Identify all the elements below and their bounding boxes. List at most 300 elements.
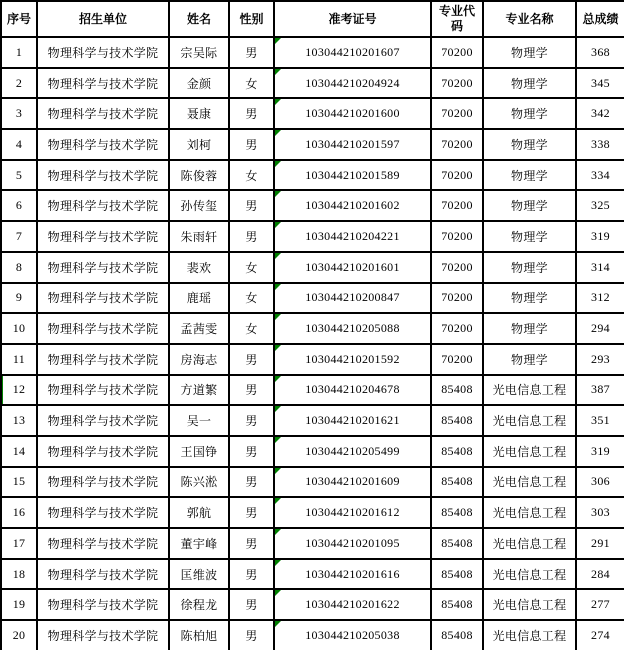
cell-major_name bbox=[483, 313, 576, 344]
cell-text: 103044210201601 bbox=[305, 259, 400, 274]
col-header-unit: 招生单位 bbox=[37, 1, 169, 37]
cell-text: 342 bbox=[591, 106, 610, 121]
text-format-indicator-icon bbox=[275, 376, 281, 382]
cell-major_code bbox=[431, 344, 483, 375]
cell-text: 男 bbox=[245, 444, 258, 459]
cell-ticket bbox=[274, 313, 431, 344]
cell-text: 103044210201622 bbox=[305, 597, 400, 612]
cell-major_name bbox=[483, 467, 576, 498]
col-header-index: 序号 bbox=[1, 1, 37, 37]
cell-index bbox=[1, 589, 37, 620]
cell-index bbox=[1, 436, 37, 467]
cell-major_code bbox=[431, 497, 483, 528]
cell-gender bbox=[229, 37, 274, 68]
cell-text: 女 bbox=[245, 260, 258, 275]
cell-text: 85408 bbox=[441, 566, 473, 581]
cell-text: 16 bbox=[12, 505, 26, 520]
cell-major_name bbox=[483, 375, 576, 406]
cell-text: 女 bbox=[245, 76, 258, 91]
cell-text: 光电信息工程 bbox=[492, 567, 567, 582]
cell-ticket bbox=[274, 467, 431, 498]
cell-major_name bbox=[483, 559, 576, 590]
cell-text: 男 bbox=[245, 598, 258, 613]
cell-text: 351 bbox=[591, 413, 610, 428]
cell-text: 光电信息工程 bbox=[492, 536, 567, 551]
table-row bbox=[1, 160, 624, 191]
cell-text: 294 bbox=[591, 321, 610, 336]
cell-major_code bbox=[431, 559, 483, 590]
cell-text: 4 bbox=[15, 136, 23, 151]
cell-name bbox=[169, 620, 229, 650]
cell-total_score bbox=[576, 559, 624, 590]
cell-major_code bbox=[431, 252, 483, 283]
cell-text: 物理学 bbox=[511, 352, 548, 367]
cell-text: 吴一 bbox=[186, 414, 212, 429]
cell-text: 85408 bbox=[441, 597, 473, 612]
cell-text: 103044210204924 bbox=[305, 75, 400, 90]
cell-index bbox=[1, 68, 37, 99]
cell-index bbox=[1, 620, 37, 650]
cell-text: 387 bbox=[591, 382, 610, 397]
cell-text: 70200 bbox=[441, 75, 473, 90]
table-row bbox=[1, 252, 624, 283]
table-row bbox=[1, 190, 624, 221]
cell-ticket bbox=[274, 283, 431, 314]
cell-text: 85408 bbox=[441, 474, 473, 489]
cell-text: 103044210201616 bbox=[305, 566, 400, 581]
cell-name bbox=[169, 559, 229, 590]
cell-text: 103044210201592 bbox=[305, 351, 400, 366]
cell-index bbox=[1, 283, 37, 314]
cell-text: 103044210201602 bbox=[305, 198, 400, 213]
cell-name bbox=[169, 405, 229, 436]
cell-text: 物理科学与技术学院 bbox=[47, 444, 159, 459]
cell-text: 334 bbox=[591, 167, 610, 182]
cell-total_score bbox=[576, 528, 624, 559]
cell-total_score bbox=[576, 129, 624, 160]
cell-text: 12 bbox=[12, 382, 26, 397]
table-row bbox=[1, 589, 624, 620]
cell-text: 宗吴际 bbox=[180, 45, 218, 60]
cell-major_code bbox=[431, 221, 483, 252]
cell-text: 70200 bbox=[441, 351, 473, 366]
cell-text: 郭航 bbox=[186, 506, 212, 521]
cell-text: 物理学 bbox=[511, 137, 548, 152]
cell-text: 物理科学与技术学院 bbox=[47, 291, 159, 306]
cell-text: 70200 bbox=[441, 198, 473, 213]
table-row bbox=[1, 129, 624, 160]
cell-gender bbox=[229, 313, 274, 344]
cell-major_code bbox=[431, 589, 483, 620]
text-format-indicator-icon bbox=[275, 529, 281, 535]
cell-text: 6 bbox=[15, 198, 23, 213]
cell-text: 光电信息工程 bbox=[492, 444, 567, 459]
cell-text: 物理学 bbox=[511, 107, 548, 122]
cell-major_code bbox=[431, 375, 483, 406]
cell-text: 男 bbox=[245, 567, 258, 582]
cell-major_code bbox=[431, 436, 483, 467]
cell-ticket bbox=[274, 129, 431, 160]
table-row bbox=[1, 405, 624, 436]
col-header-major_code: 专业代码 bbox=[431, 1, 483, 37]
cell-text: 303 bbox=[591, 505, 610, 520]
cell-text: 85408 bbox=[441, 535, 473, 550]
cell-unit bbox=[37, 190, 169, 221]
cell-text: 物理科学与技术学院 bbox=[47, 475, 159, 490]
cell-index bbox=[1, 129, 37, 160]
cell-name bbox=[169, 37, 229, 68]
cell-text: 7 bbox=[15, 228, 23, 243]
text-format-indicator-icon bbox=[275, 38, 281, 44]
cell-gender bbox=[229, 375, 274, 406]
cell-index bbox=[1, 37, 37, 68]
cell-ticket bbox=[274, 68, 431, 99]
table-row bbox=[1, 528, 624, 559]
cell-text: 85408 bbox=[441, 505, 473, 520]
cell-index bbox=[1, 344, 37, 375]
cell-text: 70200 bbox=[441, 167, 473, 182]
cell-text: 光电信息工程 bbox=[492, 383, 567, 398]
cell-text: 13 bbox=[12, 413, 26, 428]
cell-text: 刘柯 bbox=[186, 137, 212, 152]
cell-text: 男 bbox=[245, 45, 258, 60]
cell-text: 物理科学与技术学院 bbox=[47, 260, 159, 275]
cell-text: 光电信息工程 bbox=[492, 414, 567, 429]
cell-unit bbox=[37, 37, 169, 68]
cell-text: 物理学 bbox=[511, 45, 548, 60]
cell-text: 物理学 bbox=[511, 291, 548, 306]
cell-name bbox=[169, 252, 229, 283]
cell-text: 9 bbox=[15, 290, 23, 305]
cell-major_code bbox=[431, 313, 483, 344]
cell-text: 314 bbox=[591, 259, 610, 274]
cell-text: 103044210201612 bbox=[305, 505, 400, 520]
cell-unit bbox=[37, 252, 169, 283]
cell-gender bbox=[229, 589, 274, 620]
cell-text: 70200 bbox=[441, 136, 473, 151]
cell-name bbox=[169, 98, 229, 129]
cell-text: 物理学 bbox=[511, 322, 548, 337]
cell-name bbox=[169, 344, 229, 375]
cell-gender bbox=[229, 221, 274, 252]
cell-text: 光电信息工程 bbox=[492, 598, 567, 613]
cell-major_code bbox=[431, 467, 483, 498]
cell-text: 物理科学与技术学院 bbox=[47, 229, 159, 244]
table-row bbox=[1, 497, 624, 528]
cell-ticket bbox=[274, 344, 431, 375]
cell-text: 103044210205088 bbox=[305, 321, 400, 336]
cell-gender bbox=[229, 129, 274, 160]
cell-gender bbox=[229, 497, 274, 528]
cell-text: 孟茜雯 bbox=[180, 322, 218, 337]
cell-unit bbox=[37, 129, 169, 160]
table-row bbox=[1, 68, 624, 99]
table-header bbox=[1, 1, 624, 37]
table-row bbox=[1, 344, 624, 375]
cell-major_name bbox=[483, 528, 576, 559]
table-row bbox=[1, 559, 624, 590]
cell-ticket bbox=[274, 497, 431, 528]
cell-ticket bbox=[274, 375, 431, 406]
text-format-indicator-icon bbox=[275, 345, 281, 351]
cell-text: 103044210200847 bbox=[305, 290, 400, 305]
cell-text: 徐程龙 bbox=[180, 598, 218, 613]
cell-text: 物理科学与技术学院 bbox=[47, 76, 159, 91]
cell-index bbox=[1, 559, 37, 590]
cell-text: 3 bbox=[15, 106, 23, 121]
cell-text: 匡维波 bbox=[180, 567, 218, 582]
cell-major_name bbox=[483, 68, 576, 99]
cell-text: 319 bbox=[591, 228, 610, 243]
cell-total_score bbox=[576, 313, 624, 344]
table-row bbox=[1, 436, 624, 467]
cell-unit bbox=[37, 160, 169, 191]
cell-text: 368 bbox=[591, 44, 610, 59]
cell-text: 鹿瑶 bbox=[186, 291, 212, 306]
cell-text: 70200 bbox=[441, 321, 473, 336]
cell-index bbox=[1, 467, 37, 498]
cell-total_score bbox=[576, 37, 624, 68]
cell-index bbox=[1, 190, 37, 221]
cell-total_score bbox=[576, 436, 624, 467]
cell-gender bbox=[229, 344, 274, 375]
cell-text: 70200 bbox=[441, 44, 473, 59]
cell-name bbox=[169, 467, 229, 498]
cell-major_name bbox=[483, 405, 576, 436]
cell-text: 103044210201621 bbox=[305, 413, 400, 428]
cell-name bbox=[169, 436, 229, 467]
cell-text: 5 bbox=[15, 167, 23, 182]
cell-text: 物理学 bbox=[511, 260, 548, 275]
cell-name bbox=[169, 221, 229, 252]
cell-gender bbox=[229, 190, 274, 221]
cell-gender bbox=[229, 528, 274, 559]
cell-gender bbox=[229, 283, 274, 314]
cell-text: 董宇峰 bbox=[180, 536, 218, 551]
cell-text: 物理科学与技术学院 bbox=[47, 322, 159, 337]
cell-major_code bbox=[431, 528, 483, 559]
cell-text: 103044210205038 bbox=[305, 627, 400, 642]
cell-text: 17 bbox=[12, 535, 26, 550]
cell-text: 物理科学与技术学院 bbox=[47, 628, 159, 643]
cell-text: 319 bbox=[591, 443, 610, 458]
cell-unit bbox=[37, 589, 169, 620]
text-format-indicator-icon bbox=[275, 130, 281, 136]
cell-name bbox=[169, 190, 229, 221]
cell-text: 男 bbox=[245, 137, 258, 152]
cell-text: 103044210205499 bbox=[305, 443, 400, 458]
cell-text: 物理学 bbox=[511, 229, 548, 244]
cell-text: 房海志 bbox=[180, 352, 218, 367]
cell-total_score bbox=[576, 497, 624, 528]
cell-text: 8 bbox=[15, 259, 23, 274]
cell-text: 朱雨轩 bbox=[180, 229, 218, 244]
text-format-indicator-icon bbox=[275, 560, 281, 566]
cell-text: 聂康 bbox=[186, 107, 212, 122]
cell-text: 338 bbox=[591, 136, 610, 151]
cell-text: 陈俊蓉 bbox=[180, 168, 218, 183]
cell-major_name bbox=[483, 160, 576, 191]
cell-total_score bbox=[576, 375, 624, 406]
cell-major_code bbox=[431, 98, 483, 129]
cell-text: 裴欢 bbox=[186, 260, 212, 275]
cell-ticket bbox=[274, 37, 431, 68]
cell-index bbox=[1, 252, 37, 283]
cell-ticket bbox=[274, 98, 431, 129]
cell-text: 103044210201095 bbox=[305, 535, 400, 550]
cell-text: 10 bbox=[12, 321, 26, 336]
cell-total_score bbox=[576, 344, 624, 375]
cell-text: 物理科学与技术学院 bbox=[47, 137, 159, 152]
table-body bbox=[1, 37, 624, 650]
cell-total_score bbox=[576, 190, 624, 221]
cell-text: 11 bbox=[12, 351, 26, 366]
cell-text: 物理科学与技术学院 bbox=[47, 414, 159, 429]
cell-text: 物理科学与技术学院 bbox=[47, 567, 159, 582]
cell-total_score bbox=[576, 467, 624, 498]
cell-name bbox=[169, 129, 229, 160]
cell-text: 103044210204678 bbox=[305, 382, 400, 397]
cell-index bbox=[1, 497, 37, 528]
cell-text: 女 bbox=[245, 322, 258, 337]
cell-ticket bbox=[274, 252, 431, 283]
cell-text: 物理科学与技术学院 bbox=[47, 352, 159, 367]
table-row bbox=[1, 37, 624, 68]
cell-gender bbox=[229, 436, 274, 467]
cell-text: 物理科学与技术学院 bbox=[47, 45, 159, 60]
cell-text: 103044210201609 bbox=[305, 474, 400, 489]
text-format-indicator-icon bbox=[275, 437, 281, 443]
cell-text: 70200 bbox=[441, 290, 473, 305]
cell-gender bbox=[229, 252, 274, 283]
cell-name bbox=[169, 497, 229, 528]
cell-unit bbox=[37, 98, 169, 129]
cell-text: 70200 bbox=[441, 106, 473, 121]
cell-major_code bbox=[431, 190, 483, 221]
header-row bbox=[1, 1, 624, 37]
cell-text: 345 bbox=[591, 75, 610, 90]
cell-text: 103044210201589 bbox=[305, 167, 400, 182]
text-format-indicator-icon bbox=[275, 406, 281, 412]
cell-index bbox=[1, 405, 37, 436]
text-format-indicator-icon bbox=[275, 468, 281, 474]
cell-text: 15 bbox=[12, 474, 26, 489]
cell-text: 325 bbox=[591, 198, 610, 213]
col-header-ticket: 准考证号 bbox=[274, 1, 431, 37]
cell-total_score bbox=[576, 283, 624, 314]
cell-text: 物理科学与技术学院 bbox=[47, 383, 159, 398]
text-format-indicator-icon bbox=[275, 253, 281, 259]
cell-text: 2 bbox=[15, 75, 23, 90]
cell-unit bbox=[37, 68, 169, 99]
table-row bbox=[1, 313, 624, 344]
cell-text: 男 bbox=[245, 229, 258, 244]
cell-unit bbox=[37, 313, 169, 344]
cell-index bbox=[1, 528, 37, 559]
cell-text: 光电信息工程 bbox=[492, 506, 567, 521]
cell-major_code bbox=[431, 129, 483, 160]
cell-unit bbox=[37, 559, 169, 590]
cell-index bbox=[1, 160, 37, 191]
cell-gender bbox=[229, 98, 274, 129]
cell-unit bbox=[37, 405, 169, 436]
cell-text: 物理科学与技术学院 bbox=[47, 168, 159, 183]
cell-ticket bbox=[274, 405, 431, 436]
cell-major_name bbox=[483, 344, 576, 375]
cell-total_score bbox=[576, 68, 624, 99]
cell-text: 14 bbox=[12, 443, 26, 458]
cell-gender bbox=[229, 620, 274, 650]
table-row bbox=[1, 467, 624, 498]
col-header-name: 姓名 bbox=[169, 1, 229, 37]
cell-text: 物理学 bbox=[511, 76, 548, 91]
cell-text: 物理科学与技术学院 bbox=[47, 506, 159, 521]
cell-text: 物理科学与技术学院 bbox=[47, 598, 159, 613]
cell-text: 85408 bbox=[441, 413, 473, 428]
cell-name bbox=[169, 375, 229, 406]
cell-text: 70200 bbox=[441, 228, 473, 243]
table-row bbox=[1, 98, 624, 129]
cell-ticket bbox=[274, 160, 431, 191]
cell-unit bbox=[37, 221, 169, 252]
cell-text: 103044210201607 bbox=[305, 44, 400, 59]
cell-text: 物理学 bbox=[511, 199, 548, 214]
cell-gender bbox=[229, 559, 274, 590]
cell-text: 277 bbox=[591, 597, 610, 612]
cell-index bbox=[1, 313, 37, 344]
cell-unit bbox=[37, 620, 169, 650]
cell-major_code bbox=[431, 160, 483, 191]
cell-text: 85408 bbox=[441, 382, 473, 397]
cell-ticket bbox=[274, 589, 431, 620]
cell-unit bbox=[37, 375, 169, 406]
cell-total_score bbox=[576, 221, 624, 252]
cell-gender bbox=[229, 68, 274, 99]
cell-major_name bbox=[483, 497, 576, 528]
cell-gender bbox=[229, 405, 274, 436]
cell-unit bbox=[37, 528, 169, 559]
cell-unit bbox=[37, 467, 169, 498]
cell-text: 20 bbox=[12, 627, 26, 642]
cell-major_name bbox=[483, 129, 576, 160]
cell-major_name bbox=[483, 221, 576, 252]
cell-text: 光电信息工程 bbox=[492, 475, 567, 490]
cell-text: 物理科学与技术学院 bbox=[47, 107, 159, 122]
cell-ticket bbox=[274, 528, 431, 559]
cell-major_name bbox=[483, 620, 576, 650]
cell-unit bbox=[37, 497, 169, 528]
text-format-indicator-icon bbox=[275, 161, 281, 167]
cell-text: 孙传玺 bbox=[180, 199, 218, 214]
cell-text: 男 bbox=[245, 107, 258, 122]
col-header-total_score: 总成绩 bbox=[576, 1, 624, 37]
cell-text: 陈兴淞 bbox=[180, 475, 218, 490]
cell-text: 女 bbox=[245, 291, 258, 306]
green-left-edge-marker-icon bbox=[1, 376, 3, 406]
cell-ticket bbox=[274, 190, 431, 221]
cell-name bbox=[169, 283, 229, 314]
cell-major_name bbox=[483, 589, 576, 620]
cell-text: 284 bbox=[591, 566, 610, 581]
cell-major_code bbox=[431, 37, 483, 68]
cell-ticket bbox=[274, 221, 431, 252]
cell-text: 方道繁 bbox=[180, 383, 218, 398]
cell-text: 物理科学与技术学院 bbox=[47, 199, 159, 214]
cell-total_score bbox=[576, 405, 624, 436]
cell-text: 王国铮 bbox=[180, 444, 218, 459]
cell-major_code bbox=[431, 405, 483, 436]
cell-text: 男 bbox=[245, 506, 258, 521]
